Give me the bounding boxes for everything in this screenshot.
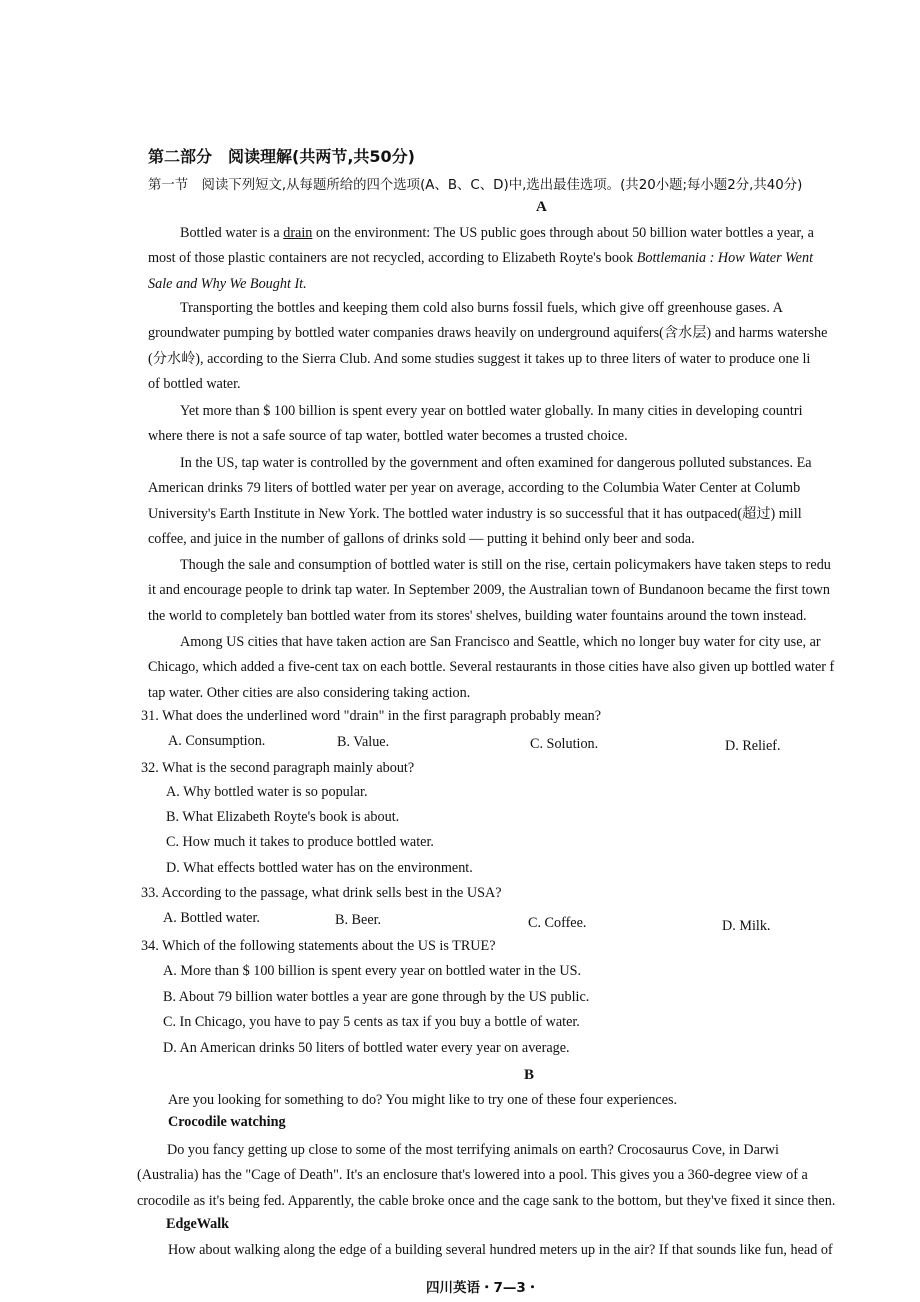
paragraph-line: most of those plastic containers are not recycled, according to Elizabeth Royte's book Bottlemania : How Water Went xyxy=(148,250,814,267)
book-title: Bottlemania : How Water Went xyxy=(636,250,814,267)
section-instruction: 第一节 阅读下列短文,从每题所给的四个选项(A、B、C、D)中,选出最佳选项。(共20小题;每小题2分,共40分) xyxy=(148,178,803,193)
question-33: 33. According to the passage, what drink sells best in the USA? xyxy=(141,885,502,901)
q34-option-b[interactable]: B. About 79 billion water bottles a year are gone through by the US public. xyxy=(163,989,590,1005)
passage-a-paragraph-1 xyxy=(148,221,920,297)
paragraph-line: University's Earth Institute in New York. The bottled water industry is so successful that it has outpaced(超过) mill xyxy=(148,505,802,522)
passage-a-paragraph-6 xyxy=(148,630,920,706)
passage-a-label: A xyxy=(536,199,547,215)
q34-option-d[interactable]: D. An American drinks 50 liters of bottled water every year on average. xyxy=(163,1040,570,1056)
question-34: 34. Which of the following statements about the US is TRUE? xyxy=(141,938,496,954)
paragraph-line: the world to completely ban bottled water from its stores' shelves, building water fountains around the town instead. xyxy=(148,607,807,624)
q33-option-d[interactable]: D. Milk. xyxy=(722,918,771,934)
subheading-edgewalk: EdgeWalk xyxy=(166,1216,230,1232)
paragraph-line: Chicago, which added a five-cent tax on each bottle. Several restaurants in those cities have also given up bottled water f xyxy=(148,659,835,676)
q33-option-b[interactable]: B. Beer. xyxy=(335,912,382,928)
q33-option-a[interactable]: A. Bottled water. xyxy=(163,910,260,926)
passage-a-paragraph-5 xyxy=(148,553,920,629)
paragraph-line: Yet more than $ 100 billion is spent every year on bottled water globally. In many cities in developing countri xyxy=(180,403,803,419)
q34-option-a[interactable]: A. More than $ 100 billion is spent every year on bottled water in the US. xyxy=(163,963,582,979)
paragraph-line: Among US cities that have taken action are San Francisco and Seattle, which no longer buy water for city use, ar xyxy=(180,634,821,650)
section-title: 第二部分 阅读理解(共两节,共50分) xyxy=(148,147,415,166)
passage-a-paragraph-2 xyxy=(148,296,920,397)
paragraph-line: In the US, tap water is controlled by the government and often examined for dangerous polluted substances. Ea xyxy=(180,455,812,471)
q31-option-d[interactable]: D. Relief. xyxy=(725,738,781,754)
paragraph-line: crocodile as it's being fed. Apparently, the cable broke once and the cage sank to the bottom, but they've fixed it since then. xyxy=(137,1192,836,1209)
edgewalk-paragraph-line: How about walking along the edge of a building several hundred meters up in the air? If that sounds like fun, head of xyxy=(168,1242,833,1258)
paragraph-line: Do you fancy getting up close to some of the most terrifying animals on earth? Crocosaurus Cove, in Darwi xyxy=(167,1142,779,1158)
q31-option-c[interactable]: C. Solution. xyxy=(530,736,599,752)
paragraph-line: tap water. Other cities are also considering taking action. xyxy=(148,684,471,701)
q32-option-c[interactable]: C. How much it takes to produce bottled water. xyxy=(166,834,434,850)
subheading-crocodile-watching: Crocodile watching xyxy=(168,1114,286,1130)
paragraph-line: of bottled water. xyxy=(148,375,241,392)
underlined-word: drain xyxy=(283,225,313,241)
paragraph-line: Transporting the bottles and keeping them cold also burns fossil fuels, which give off greenhouse gases. A xyxy=(180,300,783,316)
paragraph-line: (Australia) has the "Cage of Death". It's an enclosure that's lowered into a pool. This gives you a 360-degree view of a xyxy=(137,1167,808,1184)
page-footer: 四川英语・7—3・ xyxy=(426,1280,540,1296)
q32-option-b[interactable]: B. What Elizabeth Royte's book is about. xyxy=(166,809,400,825)
paragraph-line: coffee, and juice in the number of gallons of drinks sold — putting it behind only beer and soda. xyxy=(148,530,695,547)
paragraph-line: where there is not a safe source of tap water, bottled water becomes a trusted choice. xyxy=(148,428,628,445)
question-32: 32. What is the second paragraph mainly about? xyxy=(141,760,415,776)
passage-b-intro: Are you looking for something to do? You might like to try one of these four experiences. xyxy=(168,1092,678,1108)
passage-a-paragraph-3 xyxy=(148,399,920,450)
paragraph-line: it and encourage people to drink tap water. In September 2009, the Australian town of Bundanoon became the first town xyxy=(148,582,830,599)
paragraph-line xyxy=(148,272,920,297)
question-31: 31. What does the underlined word "drain" in the first paragraph probably mean? xyxy=(141,708,602,724)
paragraph-line: groundwater pumping by bottled water companies draws heavily on underground aquifers(含水层) and harms watershe xyxy=(148,325,828,342)
q32-option-a[interactable]: A. Why bottled water is so popular. xyxy=(166,784,368,800)
q34-option-c[interactable]: C. In Chicago, you have to pay 5 cents as tax if you buy a bottle of water. xyxy=(163,1014,580,1030)
book-title-cont: Sale and Why We Bought It. xyxy=(148,275,307,292)
q31-option-b[interactable]: B. Value. xyxy=(337,734,390,750)
q32-option-d[interactable]: D. What effects bottled water has on the environment. xyxy=(166,860,473,876)
crocodile-paragraph xyxy=(137,1138,920,1214)
q33-option-c[interactable]: C. Coffee. xyxy=(528,915,587,931)
q31-option-a[interactable]: A. Consumption. xyxy=(168,733,266,749)
passage-a-paragraph-4 xyxy=(148,451,920,552)
paragraph-line: American drinks 79 liters of bottled water per year on average, according to the Columbia Water Center at Columb xyxy=(148,480,801,497)
paragraph-line: (分水岭), according to the Sierra Club. And some studies suggest it takes up to three liters of water to produce one li xyxy=(148,350,811,367)
passage-b-label: B xyxy=(524,1067,535,1083)
paragraph-line: Though the sale and consumption of bottled water is still on the rise, certain policymakers have taken steps to redu xyxy=(180,557,831,573)
paragraph-line: Bottled water is a drain on the environment: The US public goes through about 50 billion water bottles a year, a xyxy=(180,225,814,241)
